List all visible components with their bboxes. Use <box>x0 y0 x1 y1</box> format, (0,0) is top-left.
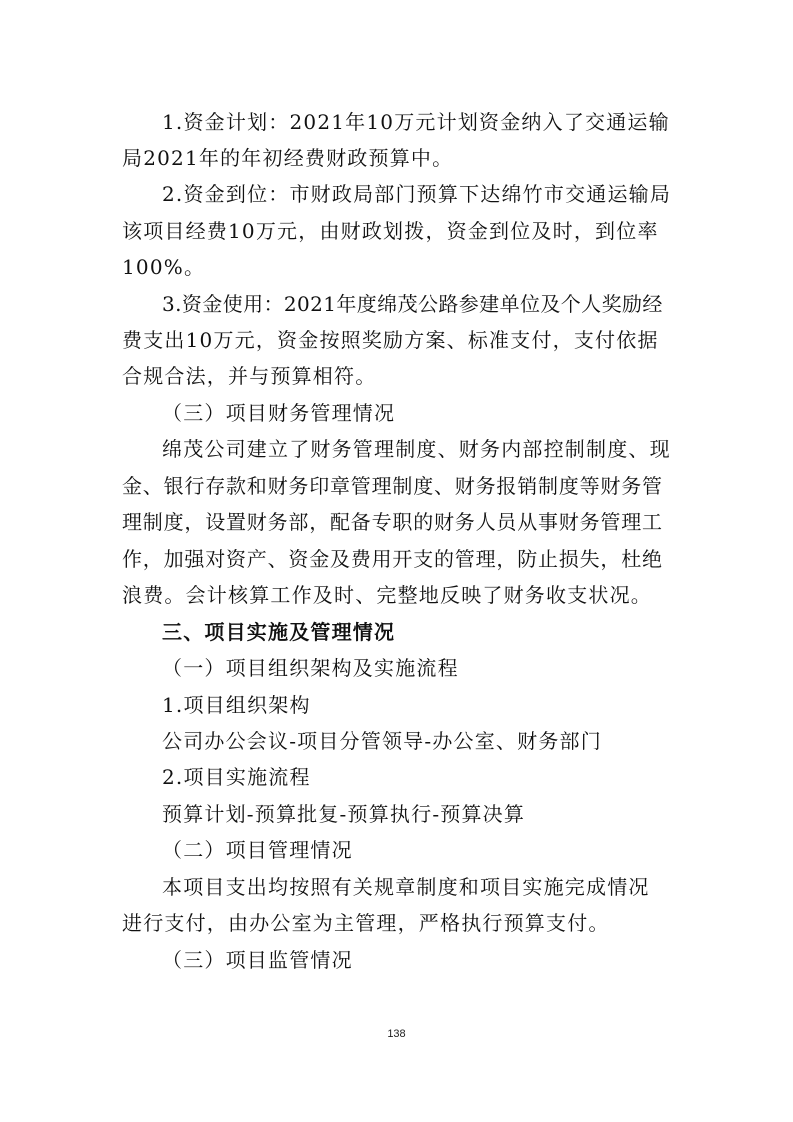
paragraph-line: 该项目经费10万元，由财政划拨，资金到位及时，到位率 <box>122 219 659 243</box>
paragraph-line: 公司办公会议-项目分管领导-办公室、财务部门 <box>162 729 602 753</box>
paragraph-line: 2.资金到位：市财政局部门预算下达绵竹市交通运输局 <box>162 182 672 206</box>
section-subheading: （二）项目管理情况 <box>162 838 353 862</box>
paragraph-line: 浪费。会计核算工作及时、完整地反映了财务收支状况。 <box>122 583 652 607</box>
paragraph-line: 100%。 <box>122 255 206 279</box>
section-subheading: （三）项目财务管理情况 <box>162 401 396 425</box>
paragraph-line: 1.项目组织架构 <box>162 693 311 717</box>
section-heading: 三、项目实施及管理情况 <box>162 620 396 644</box>
paragraph-line: 3.资金使用：2021年度绵茂公路参建单位及个人奖励经 <box>162 292 663 316</box>
paragraph-line: 局2021年的年初经费财政预算中。 <box>122 146 454 170</box>
paragraph-line: 2.项目实施流程 <box>162 765 311 789</box>
paragraph-line: 进行支付，由办公室为主管理，严格执行预算支付。 <box>122 911 610 935</box>
paragraph-line: 预算计划-预算批复-预算执行-预算决算 <box>162 802 526 826</box>
section-subheading: （三）项目监管情况 <box>162 948 353 972</box>
paragraph-line: 绵茂公司建立了财务管理制度、财务内部控制制度、现 <box>162 437 671 461</box>
page-number: 138 <box>387 1028 406 1040</box>
paragraph-line: 金、银行存款和财务印章管理制度、财务报销制度等财务管 <box>122 474 663 498</box>
paragraph-line: 费支出10万元，资金按照奖励方案、标准支付，支付依据 <box>122 328 659 352</box>
section-subheading: （一）项目组织架构及实施流程 <box>162 656 459 680</box>
paragraph-line: 作，加强对资产、资金及费用开支的管理，防止损失，杜绝 <box>122 547 663 571</box>
paragraph-line: 1.资金计划：2021年10万元计划资金纳入了交通运输 <box>162 110 670 134</box>
paragraph-line: 本项目支出均按照有关规章制度和项目实施完成情况 <box>162 875 650 899</box>
paragraph-line: 合规合法，并与预算相符。 <box>122 364 377 388</box>
paragraph-line: 理制度，设置财务部，配备专职的财务人员从事财务管理工 <box>122 510 663 534</box>
